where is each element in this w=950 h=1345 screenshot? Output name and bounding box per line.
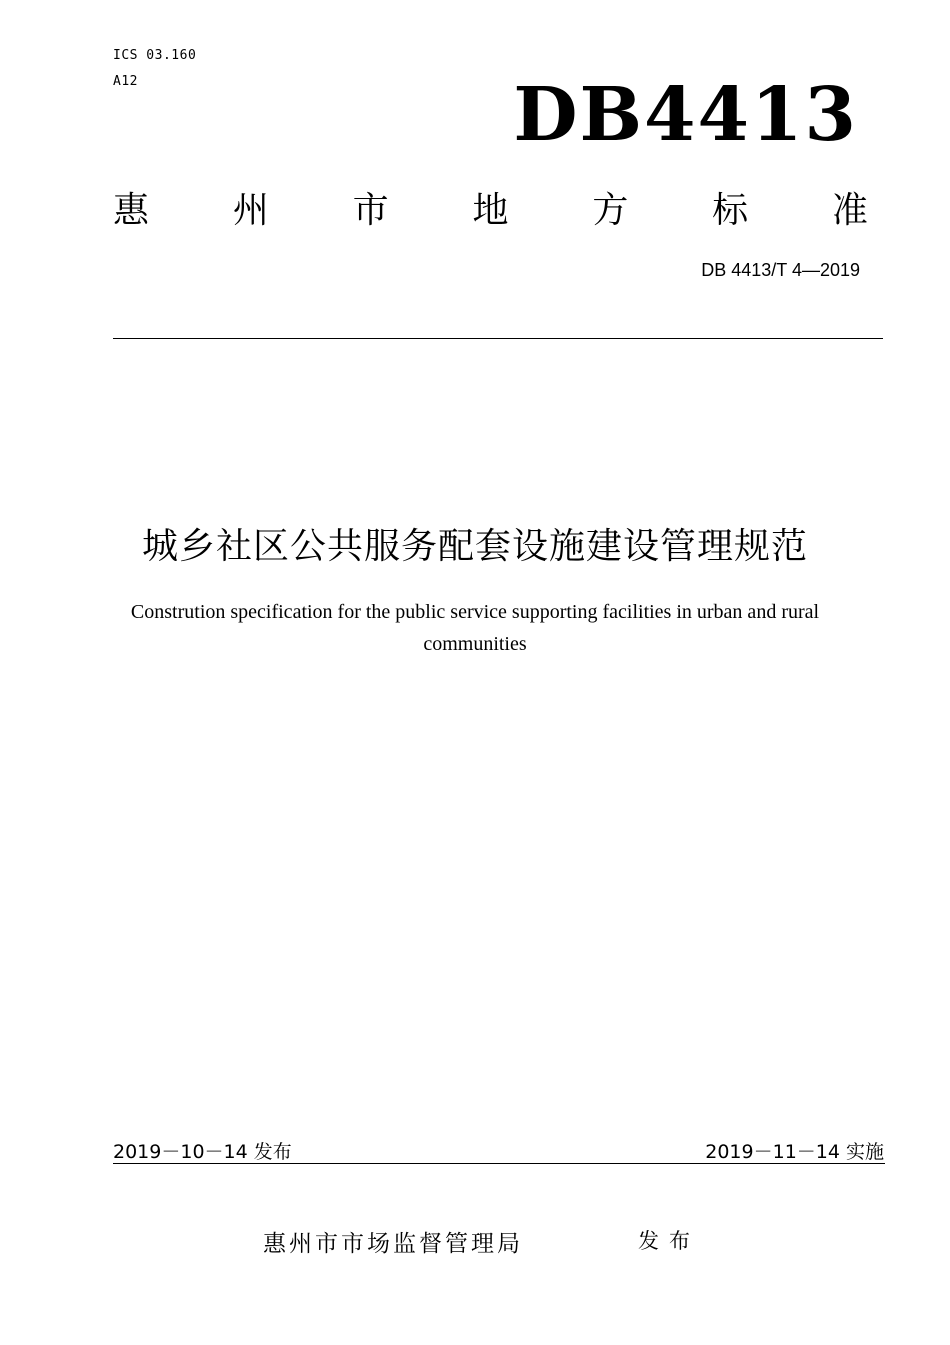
english-title: Constrution specification for the public service supporting facilities in urban and rural communities (130, 601, 820, 655)
standard-type-char: 地 (472, 189, 509, 231)
classification-code: A12 (113, 74, 138, 89)
issue-date: 2019－10－14 发布 (113, 1141, 292, 1163)
standard-type-char: 州 (232, 189, 269, 231)
implementation-date: 2019－11－14 实施 (705, 1141, 884, 1163)
document-number: DB 4413/T 4—2019 (701, 260, 860, 280)
footer-divider (113, 1163, 885, 1164)
standard-type-char: 方 (592, 189, 629, 231)
standard-type-heading (113, 182, 868, 232)
standard-code: DB4413 (513, 72, 858, 158)
chinese-title: 城乡社区公共服务配套设施建设管理规范 (141, 526, 808, 567)
issuing-authority: 惠州市市场监督管理局 (263, 1231, 523, 1257)
standard-type-char: 惠 (113, 189, 150, 231)
standard-type-char: 标 (712, 189, 749, 231)
standard-type-char: 准 (831, 189, 868, 231)
issue-label: 发布 (638, 1229, 700, 1253)
header-divider (113, 338, 883, 339)
standard-type-char: 市 (352, 189, 389, 231)
ics-code: ICS 03.160 (113, 48, 197, 63)
